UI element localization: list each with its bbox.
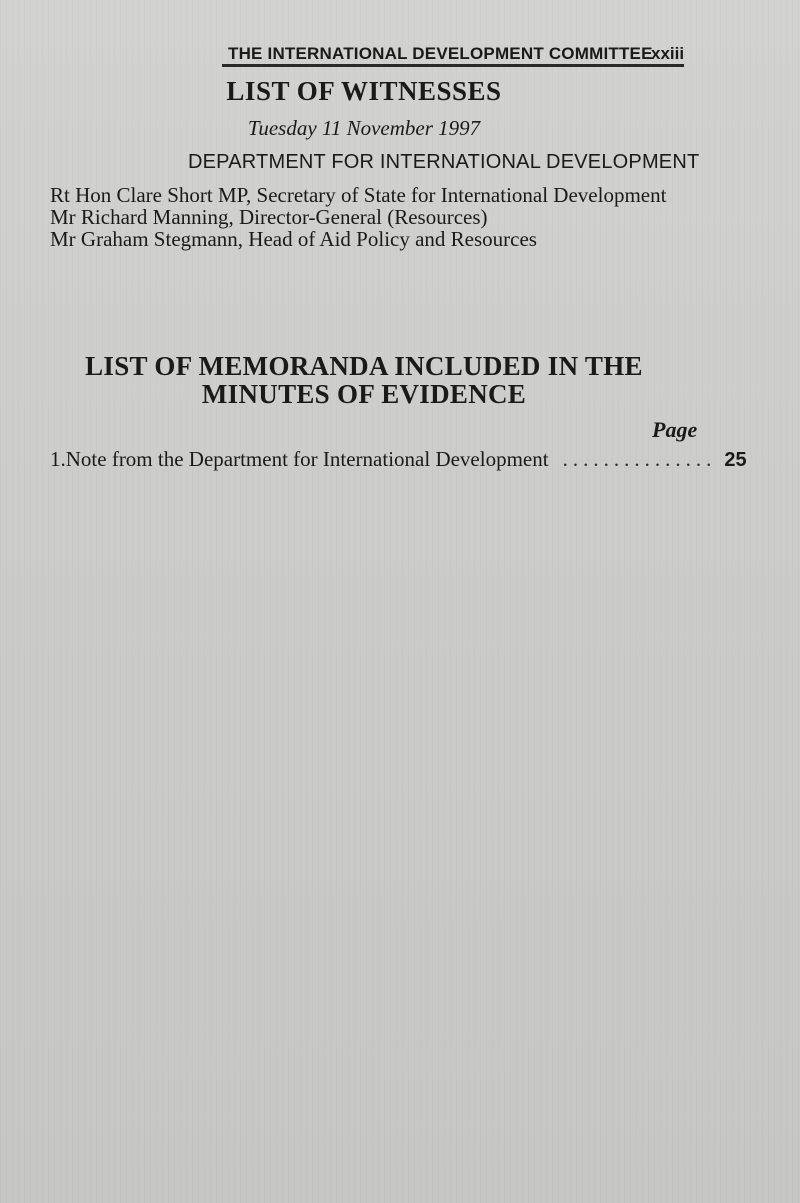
- memorandum-number: 1.: [50, 447, 66, 471]
- memoranda-title-line1: LIST OF MEMORANDA INCLUDED IN THE: [85, 351, 643, 381]
- witness-entry: Mr Graham Stegmann, Head of Aid Policy and Resources: [50, 227, 537, 251]
- page-column-label: Page: [652, 417, 698, 442]
- page-number: xxiii: [651, 44, 685, 63]
- memorandum-title: Note from the Department for International Development: [65, 447, 549, 471]
- memoranda-title-line2: MINUTES OF EVIDENCE: [201, 379, 527, 409]
- memoranda-title: [0, 352, 728, 408]
- memorandum-page: 25: [724, 449, 747, 471]
- witness-list: [50, 184, 666, 250]
- witness-entry: Mr Richard Manning, Director-General (Resources): [50, 205, 488, 229]
- witness-entry: Rt Hon Clare Short MP, Secretary of State for International Development: [50, 183, 667, 207]
- department-heading: DEPARTMENT FOR INTERNATIONAL DEVELOPMENT: [188, 151, 700, 173]
- witnesses-title: LIST OF WITNESSES: [226, 76, 502, 106]
- header-rule: [222, 64, 684, 67]
- session-date: Tuesday 11 November 1997: [247, 116, 481, 140]
- memorandum-entry: [50, 447, 747, 472]
- dot-leader: ...............: [562, 447, 717, 471]
- running-head: THE INTERNATIONAL DEVELOPMENT COMMITTEE: [228, 44, 653, 63]
